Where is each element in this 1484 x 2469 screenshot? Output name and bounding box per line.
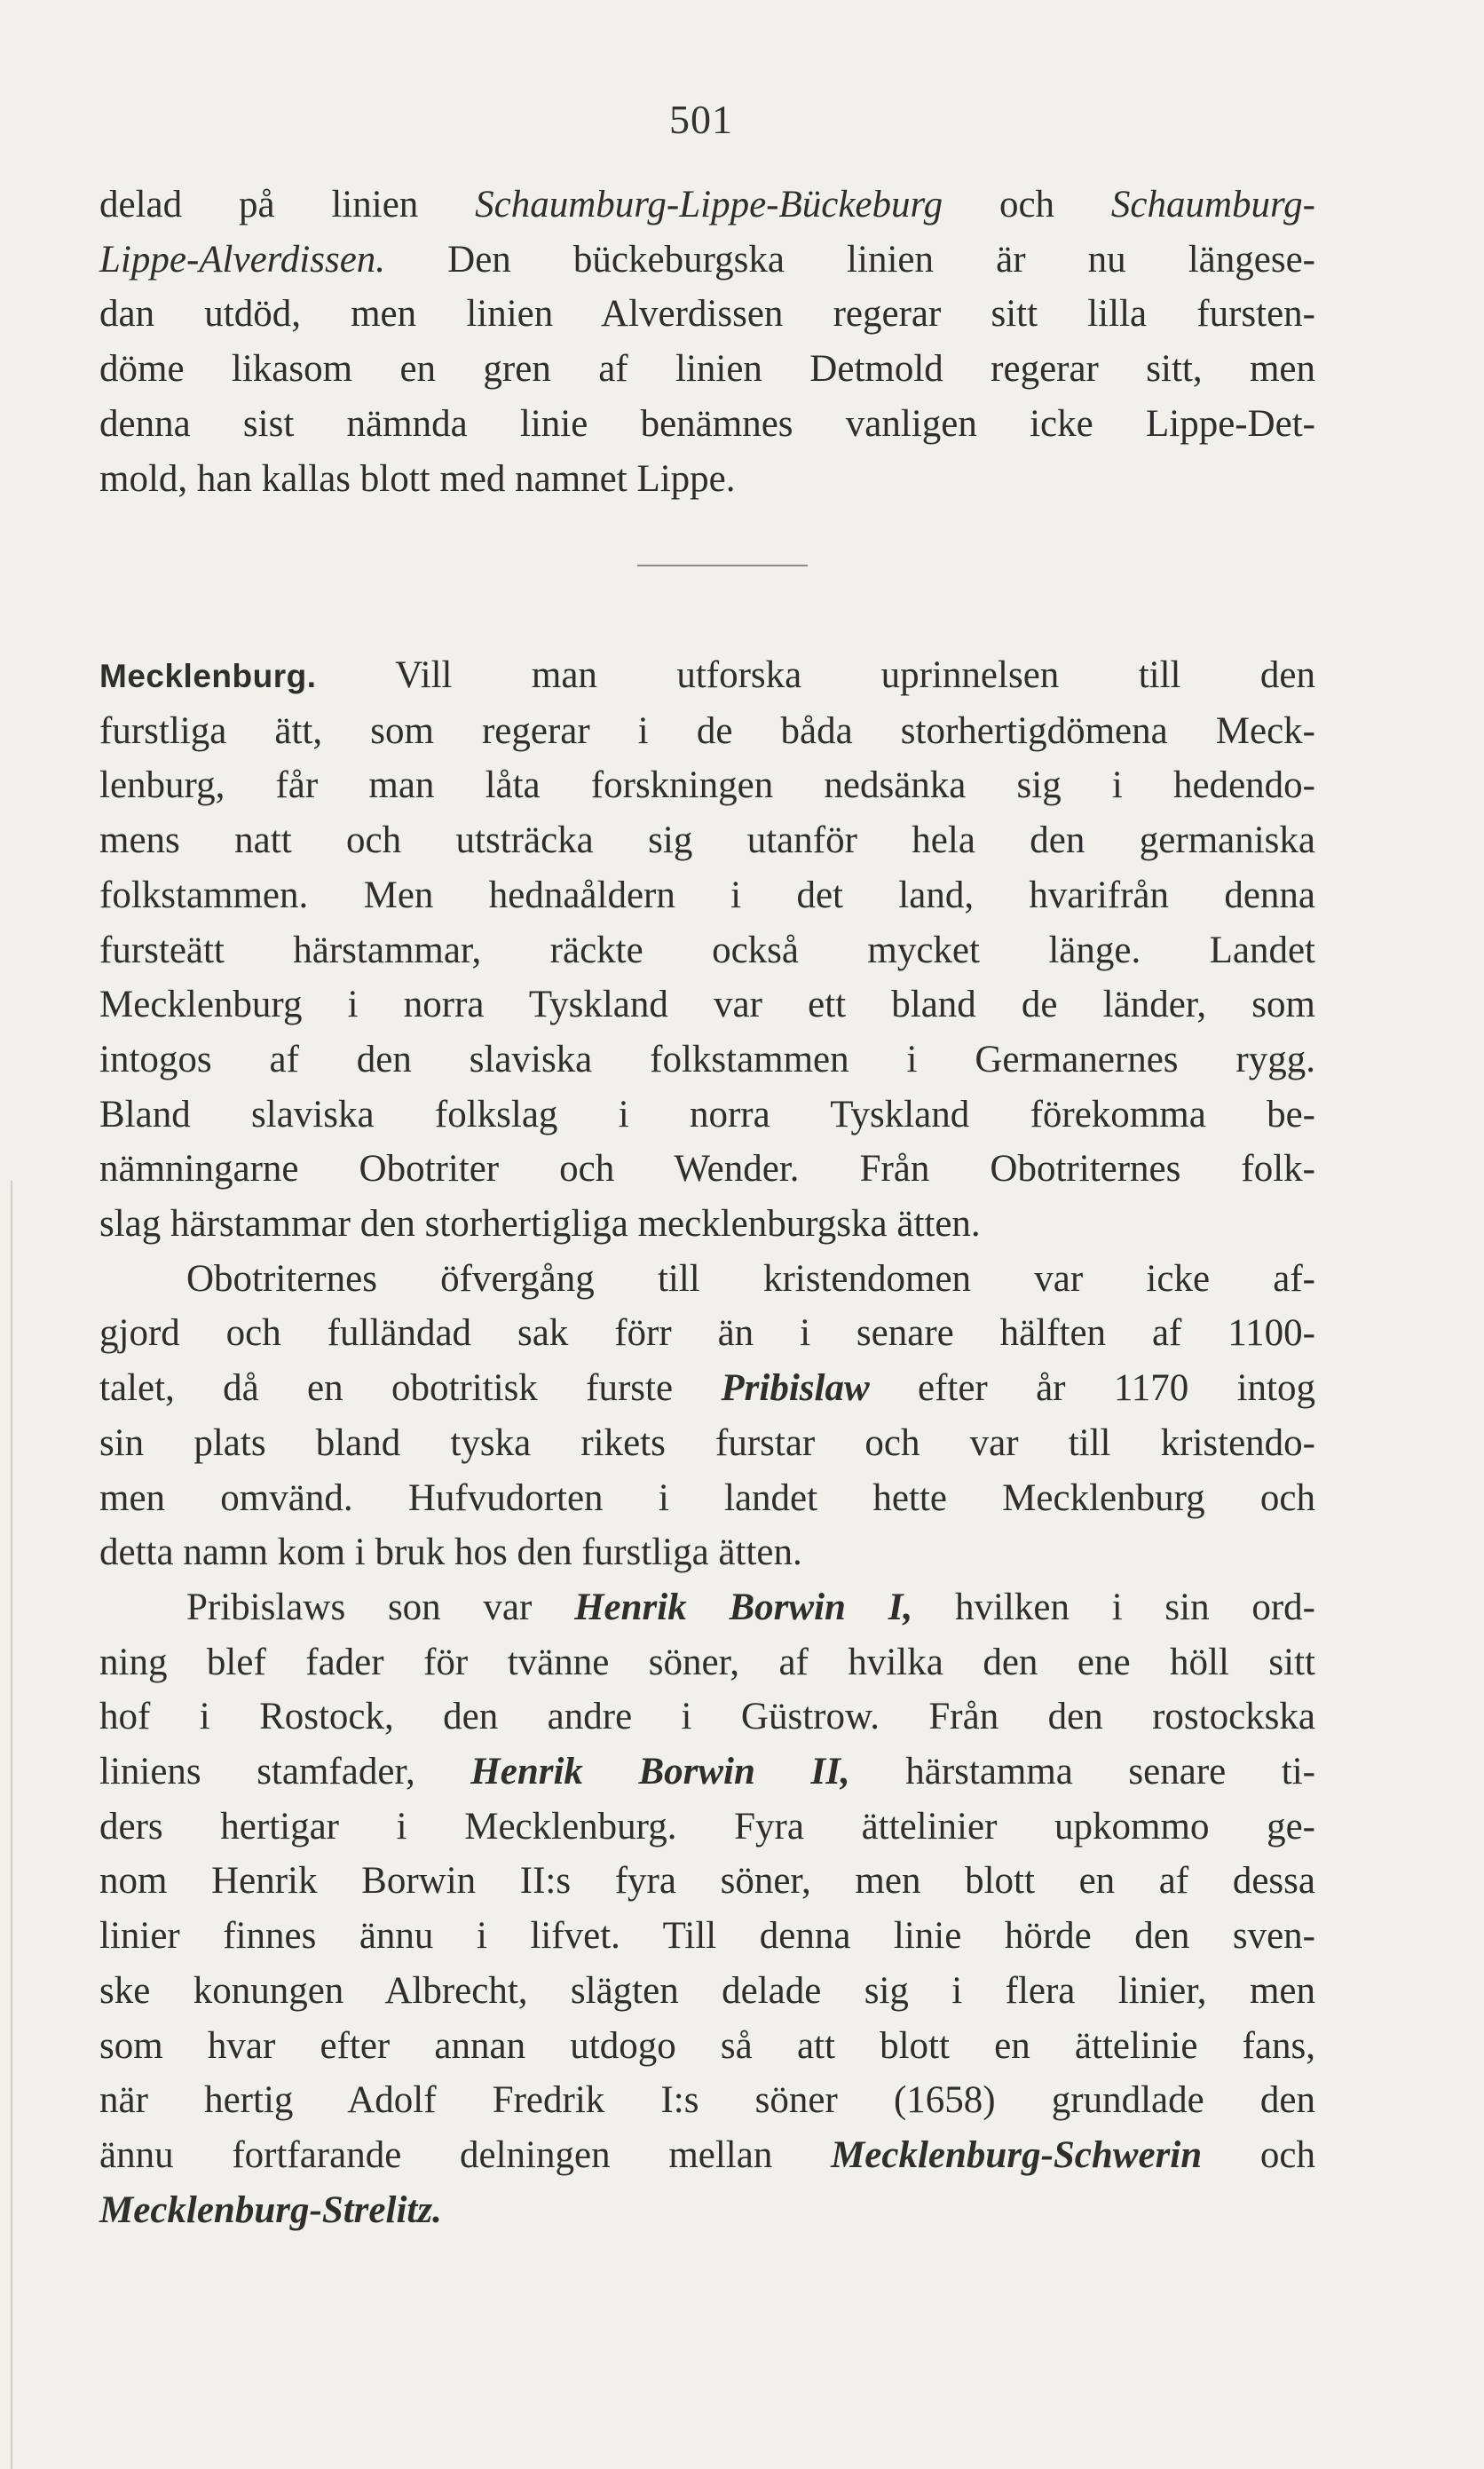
text-line: Bland slaviska folkslag i norra Tyskland förekomma be-: [99, 1093, 1315, 1136]
mecklenburg-section: [99, 648, 1315, 2237]
text-line: ders hertigar i Mecklenburg. Fyra ättelinier upkommo ge-: [99, 1805, 1315, 1848]
text-line: gjord och fulländad sak förr än i senare hälften af 1100-: [99, 1312, 1315, 1355]
section-divider: [637, 565, 808, 566]
text-line: nämningarne Obotriter och Wender. Från Obotriternes folk-: [99, 1148, 1315, 1191]
text-line: mens natt och utsträcka sig utanför hela den germaniska: [99, 819, 1315, 862]
page-edge-shadow: [11, 1181, 12, 2469]
text-line: Pribislaws son var Henrik Borwin I, hvilken i sin ord-: [186, 1586, 1315, 1628]
text-line: som hvar efter annan utdogo så att blott en ättelinie fans,: [99, 2024, 1315, 2067]
page-number: 501: [669, 97, 733, 142]
text-line: men omvänd. Hufvudorten i landet hette Mecklenburg och: [99, 1476, 1315, 1519]
text-line: fursteätt härstammar, räckte också mycket länge. Landet: [99, 929, 1315, 971]
text-line: mold, han kallas blott med namnet Lippe.: [99, 457, 736, 500]
text-line: ning blef fader för tvänne söner, af hvilka den ene höll sitt: [99, 1641, 1315, 1683]
text-line: sin plats bland tyska rikets furstar och var till kristendo-: [99, 1421, 1315, 1464]
text-line: Lippe-Alverdissen. Den bückeburgska linien är nu längese-: [99, 238, 1315, 281]
text-line: delad på linien Schaumburg-Lippe-Bückeburg och Schaumburg-: [99, 184, 1315, 226]
text-line: liniens stamfader, Henrik Borwin II, härstamma senare ti-: [99, 1751, 1315, 1793]
text-line: folkstammen. Men hednaåldern i det land, hvarifrån denna: [99, 874, 1315, 916]
text-line: detta namn kom i bruk hos den furstliga ätten.: [99, 1531, 802, 1574]
text-line: lenburg, får man låta forskningen nedsänka sig i hedendo-: [99, 764, 1315, 807]
text-line: ske konungen Albrecht, slägten delade sig i flera linier, men: [99, 1969, 1315, 2012]
section-heading: Mecklenburg.: [99, 658, 317, 694]
text-line: nom Henrik Borwin II:s fyra söner, men blott en af dessa: [99, 1860, 1315, 1903]
intro-paragraph: [99, 178, 1315, 506]
text-line: linier finnes ännu i lifvet. Till denna linie hörde den sven-: [99, 1915, 1315, 1958]
text-line: Mecklenburg. Vill man utforska uprinnelsen till den: [99, 654, 1315, 696]
text-line: denna sist nämnda linie benämnes vanligen icke Lippe-Det-: [99, 402, 1315, 445]
text-line: ännu fortfarande delningen mellan Mecklenburg-Schwerin och: [99, 2133, 1315, 2176]
text-line: Mecklenburg-Strelitz.: [99, 2188, 442, 2231]
text-line: när hertig Adolf Fredrik I:s söner (1658) grundlade den: [99, 2079, 1315, 2122]
text-line: slag härstammar den storhertigliga mecklenburgska ätten.: [99, 1203, 981, 1246]
text-line: hof i Rostock, den andre i Güstrow. Från den rostockska: [99, 1696, 1315, 1738]
text-line: dan utdöd, men linien Alverdissen regerar sitt lilla fursten-: [99, 293, 1315, 336]
text-line: Obotriternes öfvergång till kristendomen var icke af-: [186, 1257, 1315, 1300]
text-line: talet, då en obotritisk furste Pribislaw efter år 1170 intog: [99, 1367, 1315, 1410]
text-line: döme likasom en gren af linien Detmold regerar sitt, men: [99, 348, 1315, 391]
text-line: Mecklenburg i norra Tyskland var ett bland de länder, som: [99, 984, 1315, 1026]
text-line: furstliga ätt, som regerar i de båda storhertigdömena Meck-: [99, 709, 1315, 752]
text-line: intogos af den slaviska folkstammen i Germanernes rygg.: [99, 1038, 1315, 1080]
